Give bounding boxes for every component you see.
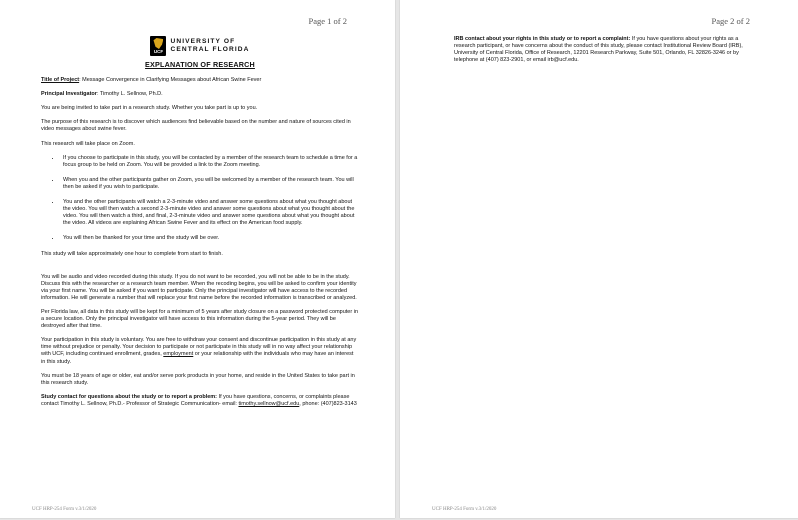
form-footer: UCF HRP-254 Form v.3/1/2020 — [32, 507, 97, 512]
pegasus-logo-icon: UCF — [150, 36, 166, 56]
page-body — [454, 36, 760, 71]
voluntary-paragraph: Your participation in this study is voluntary. You are free to withdraw your consent and discontinue participation in this study at any time without prejudice or penalty. Your decision to participate or not participate in this study will in no way affect your relationship with UCF, including continued enrollment, grades, employment or your relationship with the individuals who may have an interest in this study. — [41, 337, 357, 365]
page-number: Page 2 of 2 — [711, 16, 750, 26]
study-contact-paragraph: Study contact for questions about the study or to report a problem: If you have questions, concerns, or complaints please contact Timothy L. Sellnow, Ph.D.- Professor of Strategic Communication- email: timothy.sellnow@ucf.edu, phone: (407)823-3143 — [41, 393, 357, 407]
invitation-paragraph: You are being invited to take part in a research study. Whether you take part is up to you. — [41, 105, 258, 112]
purpose-paragraph: The purpose of this research is to discover which audiences find believable based on the number and nature of sources cited in video messages about swine fever. — [41, 119, 351, 133]
procedure-list — [41, 155, 359, 243]
data-retention-paragraph: Per Florida law, all data in this study will be kept for a minimum of 5 years after study closure on a password protected computer in a secure location. Only the principal investigator will have access to this information during the 5-year period. They will be destroyed after that time. — [41, 308, 359, 330]
irb-contact-paragraph: IRB contact about your rights in this study or to report a complaint: If you have questions about your rights as a research participant, or have concerns about the conduct of this study, please contact Institutional Review Board (IRB), University of Central Florida, Office of Research, 12201 Research Parkway, Suite 501, Orlando, FL 32826-3246 or by telephone at (407) 823-2901, or email irb@ucf.edu. — [454, 36, 743, 64]
page-number: Page 1 of 2 — [308, 16, 347, 26]
list-item: • You and the other participants will watch a 2-3-minute video and answer some questions about what you thought about the video. You will then watch a second 2-3-minute video and answer some questions about what you thought about the video. You will then watch a third, and final, 2-3-minute video and answer some questions about what you thought about the video. All videos are explaining African Swine Fever and its effect on the American food supply. — [61, 199, 359, 227]
contact-email-link[interactable]: timothy.sellnow@ucf.edu — [238, 400, 300, 407]
duration-paragraph: This study will take approximately one hour to complete from start to finish. — [41, 250, 223, 257]
project-title-line: Title of Project: Message Convergence in Clarifying Messages about African Swine Fever — [41, 77, 262, 84]
university-name: UNIVERSITY OF CENTRAL FLORIDA — [170, 38, 250, 53]
list-item: • When you and the other participants gather on Zoom, you will be welcomed by a member of the research team. You will then be asked if you wish to participate. — [61, 177, 359, 191]
location-paragraph: This research will take place on Zoom. — [41, 140, 135, 147]
form-footer: UCF HRP-254 Form v.3/1/2020 — [432, 507, 497, 512]
recording-paragraph: You will be audio and video recorded during this study. If you do not want to be recorded, you will not be able to be in the study. Discuss this with the researcher or a research team member. When the recoding begins, you will be asked to confirm your identity via your first name. You will be asked if you want to participate. Only the principal investigator will have access to the recorded information. He will generate a number that will replace your first name before the recorded information is transcribed or analyzed. — [41, 273, 357, 301]
ucf-logo — [41, 36, 359, 56]
principal-investigator-line: Principal Investigator: Timothy L. Sellnow, Ph.D. — [41, 91, 163, 98]
document-page-1 — [0, 0, 395, 518]
eligibility-paragraph: You must be 18 years of age or older, eat and/or serve pork products in your home, and reside in the United States to take part in this research study. — [41, 372, 355, 386]
document-page-2 — [400, 0, 798, 518]
list-item: • If you choose to participate in this study, you will be contacted by a member of the research team to schedule a time for a focus group to be held on Zoom. You will be provided a link to the Zoom meeting. — [61, 155, 359, 169]
list-item: • You will then be thanked for your time and the study will be over. — [61, 235, 359, 242]
document-title: EXPLANATION OF RESEARCH — [145, 60, 255, 69]
page-body — [41, 36, 359, 415]
